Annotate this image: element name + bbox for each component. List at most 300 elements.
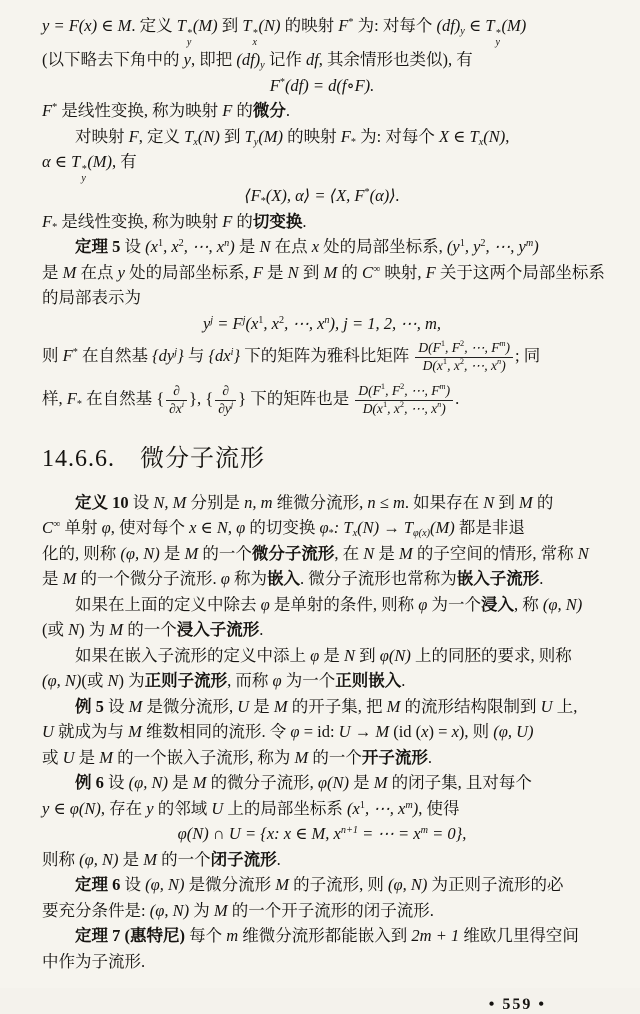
text-segment: , xyxy=(505,126,510,146)
text-segment: n xyxy=(497,356,502,366)
text-segment: 的一个嵌入子流形, 称为 xyxy=(113,747,295,767)
text-segment: D(x xyxy=(422,357,443,373)
text-segment: y xyxy=(253,136,259,148)
text-segment: , ⋯, F xyxy=(404,382,440,398)
text-segment: , F xyxy=(445,340,461,355)
text-segment: α ∈ T xyxy=(42,152,81,171)
text-line-12 xyxy=(42,336,602,379)
text-segment: 是 xyxy=(74,747,100,767)
text-segment: , 在 xyxy=(334,543,364,563)
text-segment: (φ, U) xyxy=(493,722,534,741)
text-segment: 定理 6 xyxy=(75,875,121,894)
text-segment: 在自然基 xyxy=(77,346,153,366)
text-segment: n+1 xyxy=(340,825,359,836)
text-segment: C xyxy=(361,262,373,282)
text-segment: ) xyxy=(505,340,510,355)
text-segment: 例 6 xyxy=(75,773,104,792)
sup-sub-stack xyxy=(253,29,258,47)
text-segment: n xyxy=(224,238,230,249)
text-segment: m xyxy=(226,926,239,945)
text-line-31 xyxy=(42,898,602,924)
fraction-numerator xyxy=(415,340,513,357)
text-segment: x xyxy=(311,237,320,256)
text-segment: 的子空间的情形, 常称 xyxy=(412,543,578,563)
text-segment: 的一个 xyxy=(157,849,211,869)
text-segment: M xyxy=(275,875,289,894)
text-segment: φ xyxy=(236,518,246,537)
text-segment: F xyxy=(42,211,53,231)
text-segment: M xyxy=(273,696,288,716)
text-segment: M xyxy=(143,849,157,869)
text-segment: (N) xyxy=(197,126,220,146)
text-segment: 如果在上面的定义中除去 xyxy=(75,594,261,614)
text-segment: (φ, N) xyxy=(120,543,160,563)
text-segment: M xyxy=(62,262,77,282)
text-segment: 是微分流形 xyxy=(184,875,276,894)
text-segment: 正则嵌入 xyxy=(335,671,402,690)
superscript: * xyxy=(81,164,87,175)
text-segment: (id ( xyxy=(389,722,422,741)
text-segment: * xyxy=(76,398,82,410)
text-segment: N xyxy=(344,645,356,665)
text-segment: C xyxy=(42,518,54,537)
text-line-23 xyxy=(42,694,602,720)
text-segment: , 称 xyxy=(514,594,543,614)
text-segment: 14.6.6. 微分子流形 xyxy=(42,445,265,472)
text-segment: 嵌入子流形 xyxy=(456,569,540,588)
text-line-9 xyxy=(42,260,605,286)
text-line-4 xyxy=(42,124,602,150)
text-segment: 是单射的条件, 则称 xyxy=(269,594,419,614)
text-segment: ) xyxy=(229,237,235,256)
text-line-0 xyxy=(42,13,602,47)
text-segment: * xyxy=(52,221,58,233)
text-segment: 关于这两个局部坐标系 xyxy=(435,262,605,282)
text-segment: 的子流形, 则 xyxy=(289,875,388,894)
text-segment: F xyxy=(222,211,233,231)
text-segment: (N) xyxy=(483,126,506,146)
text-segment: 闭子流形 xyxy=(210,849,277,869)
text-segment: 为一个 xyxy=(281,671,336,690)
text-segment: 称为 xyxy=(229,569,268,588)
text-segment: F xyxy=(42,101,53,120)
text-segment: 样, xyxy=(42,388,67,408)
text-segment: F xyxy=(128,126,139,146)
text-line-8 xyxy=(42,234,602,260)
text-segment: = id: xyxy=(299,722,339,741)
text-segment: 的一个 xyxy=(123,620,177,639)
text-segment: , 即把 xyxy=(190,50,237,69)
text-segment: ) 为 xyxy=(79,620,110,639)
text-line-33 xyxy=(42,949,602,975)
text-segment: 的 xyxy=(337,262,362,282)
sup-sub-stack xyxy=(81,165,86,183)
text-segment: 是 xyxy=(159,543,185,563)
text-segment: 到 xyxy=(494,492,520,512)
text-segment: φ(x) xyxy=(413,528,431,539)
text-segment: N xyxy=(107,671,119,690)
text-segment: , 使得 xyxy=(418,798,460,818)
text-segment: M xyxy=(99,747,114,767)
text-segment: : T xyxy=(333,518,353,537)
text-segment: (φ, N) xyxy=(388,875,428,894)
text-segment: , F xyxy=(385,382,401,398)
text-segment: M xyxy=(323,262,338,282)
text-segment: N xyxy=(287,262,299,282)
fraction xyxy=(213,383,238,418)
text-segment: 例 5 xyxy=(75,696,104,716)
fraction xyxy=(353,383,455,418)
text-segment: 为正则子流形的必 xyxy=(427,875,564,894)
text-segment: F xyxy=(222,101,233,120)
text-segment: φ xyxy=(290,722,300,741)
text-segment: y xyxy=(183,50,191,69)
text-segment: M xyxy=(109,620,124,639)
text-segment: 上, xyxy=(552,696,578,716)
text-segment: j xyxy=(230,399,234,409)
text-segment: 是 xyxy=(118,849,144,869)
text-segment: 2 xyxy=(178,238,184,249)
text-segment: 在点 xyxy=(270,237,312,256)
text-segment: j xyxy=(210,314,214,326)
text-segment: ∞ xyxy=(53,519,61,530)
text-segment: F xyxy=(269,75,280,95)
text-segment: . xyxy=(259,620,264,639)
fraction xyxy=(164,383,189,418)
text-segment: T xyxy=(242,16,252,35)
text-segment: , ⋯, y xyxy=(485,237,526,256)
text-segment: 是 xyxy=(262,262,288,282)
text-segment: D(F xyxy=(418,340,441,355)
text-segment: . xyxy=(539,569,544,588)
text-segment: U xyxy=(540,696,553,716)
text-segment: 的流形结构限制到 xyxy=(400,696,541,716)
text-segment: 2 xyxy=(278,314,285,326)
text-line-20 xyxy=(42,617,602,643)
text-segment: M xyxy=(373,773,388,792)
text-segment: M xyxy=(294,747,309,767)
text-segment: D(x xyxy=(362,400,383,416)
text-segment: F xyxy=(340,126,351,146)
text-segment: (df) = d(f∘F). xyxy=(284,75,375,95)
text-segment: 设 xyxy=(103,773,129,792)
text-segment: , 存在 xyxy=(100,798,147,818)
text-segment: m xyxy=(525,238,534,249)
text-segment: , x xyxy=(263,313,279,333)
text-segment: 维欧几里得空间 xyxy=(459,926,579,945)
text-segment: M xyxy=(62,569,77,588)
text-segment: ⟨F xyxy=(244,186,261,205)
text-segment: 为一个 xyxy=(427,594,482,614)
text-segment: φ xyxy=(310,645,320,665)
text-segment: φ(N) ∩ U = {x: x ∈ M, x xyxy=(177,824,341,843)
text-segment: 的开子集, 把 xyxy=(287,696,387,716)
text-segment: 是 xyxy=(234,237,260,256)
text-line-22 xyxy=(42,668,602,694)
text-line-10 xyxy=(42,285,602,311)
text-segment: 1 xyxy=(440,339,446,348)
text-segment: 为: 对每个 xyxy=(356,126,439,146)
text-segment: i xyxy=(181,399,185,409)
fraction-denominator xyxy=(166,400,187,418)
text-segment: (φ, N) xyxy=(79,849,119,869)
text-segment: , ⋯, F xyxy=(464,340,500,355)
text-segment: * xyxy=(348,17,354,28)
text-segment: 上的同胚的要求, 则称 xyxy=(410,645,572,665)
text-segment: . 微分子流形也常称为 xyxy=(300,569,457,588)
text-segment: M xyxy=(399,543,413,563)
text-segment: (M) xyxy=(258,126,284,146)
text-segment: 的邻域 xyxy=(153,798,212,818)
fraction-numerator xyxy=(215,383,236,400)
text-segment: 在点 xyxy=(76,262,118,282)
text-line-26 xyxy=(42,770,602,796)
text-segment: 处的局部坐标系, xyxy=(319,237,447,256)
text-segment: 是 xyxy=(249,696,274,716)
text-segment: * xyxy=(72,347,78,359)
text-segment: ), 则 xyxy=(458,722,494,741)
text-segment: y = F(x) ∈ M xyxy=(42,16,132,35)
text-segment: (M) xyxy=(87,152,113,171)
text-segment: } xyxy=(177,346,184,366)
text-segment: ) 为 xyxy=(118,671,145,690)
text-segment: (M) xyxy=(501,16,527,35)
text-line-16 xyxy=(42,515,602,541)
text-segment: 是 xyxy=(168,773,193,792)
text-segment: = ⋯ = x xyxy=(358,824,421,843)
text-segment: (df) xyxy=(436,16,461,35)
fraction-denominator xyxy=(215,400,236,418)
text-segment: N xyxy=(259,237,271,256)
text-segment: 1 xyxy=(359,799,365,811)
text-segment: m xyxy=(499,339,506,348)
text-segment: 的映射 xyxy=(280,16,339,35)
sup-sub-stack xyxy=(496,29,501,47)
text-segment: }, { xyxy=(189,388,214,408)
text-segment: 的微分子流形, xyxy=(206,773,318,792)
text-segment: (或 xyxy=(42,620,69,639)
text-segment: } 下的矩阵也是 xyxy=(238,388,354,408)
text-segment: (以下略去下角中的 xyxy=(42,50,184,69)
text-segment: 设 xyxy=(120,237,146,256)
text-segment: 2 xyxy=(400,381,405,391)
text-segment: X ∈ T xyxy=(438,126,479,146)
superscript: * xyxy=(252,28,258,39)
formula-line xyxy=(42,821,602,847)
text-line-21 xyxy=(42,643,602,669)
text-line-18 xyxy=(42,566,602,592)
text-segment: x xyxy=(421,722,429,741)
text-segment: ∈ xyxy=(464,16,486,35)
section-heading xyxy=(42,444,602,474)
text-segment: 如果在嵌入子流形的定义中添上 xyxy=(75,645,311,665)
text-segment: x xyxy=(478,136,484,148)
text-segment: 在自然基 xyxy=(81,388,157,408)
text-segment: 2m + 1 xyxy=(411,926,460,945)
text-segment: (x xyxy=(145,237,158,256)
text-line-32 xyxy=(42,923,602,949)
subscript: y xyxy=(495,37,500,48)
text-segment: 的一个 xyxy=(308,747,362,767)
text-segment: φ xyxy=(418,594,428,614)
text-segment: M xyxy=(213,900,228,920)
text-segment: m xyxy=(405,799,413,811)
text-segment: 浸入 xyxy=(481,594,515,614)
text-segment: 1 xyxy=(258,314,264,326)
text-segment: M xyxy=(128,722,142,741)
text-segment: 到 xyxy=(355,645,380,665)
text-segment: . xyxy=(427,747,433,767)
text-segment: (M) xyxy=(192,16,218,35)
text-segment: 的 xyxy=(232,211,253,231)
text-line-15 xyxy=(42,490,602,516)
text-segment: df xyxy=(305,50,319,69)
text-segment: , ⋯, x xyxy=(183,237,225,256)
text-segment: 维数相同的流形. 令 xyxy=(141,722,291,741)
text-segment: 为 xyxy=(189,900,214,920)
text-segment: φ(N) xyxy=(317,773,349,792)
text-segment: 是 xyxy=(42,569,63,588)
text-segment: x xyxy=(193,136,198,148)
text-segment: 的切变换 xyxy=(245,518,320,537)
text-segment: 定义 10 xyxy=(75,492,129,512)
text-segment: x xyxy=(352,528,358,539)
text-segment: ) xyxy=(412,798,419,818)
text-segment: U xyxy=(42,722,54,741)
text-segment: * xyxy=(364,187,370,198)
text-segment: , y xyxy=(464,237,481,256)
text-segment: (N) xyxy=(258,16,281,35)
text-segment: 正则子流形 xyxy=(144,671,228,690)
text-segment: M xyxy=(386,696,401,716)
text-segment: 的闭子集, 且对每个 xyxy=(387,773,532,792)
text-segment: 设 xyxy=(128,492,154,512)
text-segment: M xyxy=(128,696,143,716)
text-segment: , ⋯, x xyxy=(364,798,406,818)
text-segment: φ xyxy=(272,671,282,690)
fraction xyxy=(413,340,515,375)
text-segment: (X), α⟩ = ⟨X, F xyxy=(265,186,365,205)
text-segment: = 0}, xyxy=(428,824,467,843)
text-segment: 是 xyxy=(349,773,374,792)
text-segment: m xyxy=(420,825,428,836)
text-segment: ∂x xyxy=(169,400,182,416)
text-segment: 是线性变换, 称为映射 xyxy=(57,101,223,120)
text-segment: 是线性变换, 称为映射 xyxy=(57,211,223,231)
text-segment: M xyxy=(192,773,207,792)
text-segment: 浸入子流形 xyxy=(176,620,260,639)
text-segment: (φ, N) xyxy=(145,875,185,894)
text-segment: m xyxy=(439,381,446,391)
text-segment: 2 xyxy=(399,399,405,409)
text-segment: n, m xyxy=(244,492,273,512)
text-segment: y xyxy=(117,262,125,282)
text-segment: (或 xyxy=(81,671,108,690)
text-segment: 处的局部坐标系, xyxy=(124,262,253,282)
text-segment: T xyxy=(176,16,186,35)
text-segment: ) = xyxy=(428,722,452,741)
text-segment: 定理 5 xyxy=(75,237,121,256)
text-segment: , xyxy=(227,518,237,537)
text-segment: i xyxy=(230,347,234,359)
text-segment: = F xyxy=(213,313,243,333)
text-segment: n ≤ m xyxy=(367,492,405,512)
text-segment: (φ, N) xyxy=(542,594,583,614)
text-segment: . 定义 xyxy=(131,16,177,35)
text-segment: * xyxy=(328,528,334,539)
text-line-17 xyxy=(42,541,602,567)
text-segment: 嵌入 xyxy=(267,569,301,588)
text-line-24 xyxy=(42,719,602,745)
text-segment: 1 xyxy=(380,381,386,391)
text-segment: φ xyxy=(319,518,329,537)
text-segment: F xyxy=(425,262,436,282)
text-segment: M xyxy=(184,543,199,563)
text-segment: M xyxy=(519,492,533,512)
superscript: * xyxy=(495,28,501,39)
text-segment: 的 xyxy=(532,492,554,512)
text-segment: . xyxy=(276,849,281,869)
text-segment: 单射 xyxy=(60,518,102,537)
text-segment: F xyxy=(62,346,73,366)
text-segment: 2 xyxy=(460,339,465,348)
text-segment: ) xyxy=(533,237,539,256)
text-segment: 分别是 xyxy=(186,492,245,512)
text-segment: (M) xyxy=(430,518,455,537)
text-segment: 要充分条件是: xyxy=(42,900,150,920)
text-segment: , x xyxy=(387,400,400,416)
text-segment: 1 xyxy=(382,399,388,409)
text-segment: 对映射 xyxy=(75,126,129,146)
text-segment: 的一个开子流形的闭子流形. xyxy=(227,900,434,920)
text-segment: . xyxy=(285,101,291,120)
text-segment: y xyxy=(260,60,265,71)
text-segment: ) xyxy=(501,357,506,373)
text-segment: 设 xyxy=(103,696,129,716)
formula-line xyxy=(42,311,602,337)
text-segment: x ∈ N xyxy=(189,518,228,537)
text-segment: 上的局部坐标系 xyxy=(223,798,348,818)
document-body xyxy=(42,13,605,974)
text-segment: {dx xyxy=(208,346,231,366)
text-segment: 定理 7 (惠特尼) xyxy=(75,926,185,945)
text-segment: . 如果存在 xyxy=(404,492,484,512)
text-segment: , ⋯, x xyxy=(464,357,497,373)
text-segment: 的 xyxy=(232,101,253,120)
text-segment: 是 xyxy=(374,543,400,563)
text-segment: , 有 xyxy=(112,152,137,171)
text-segment: 是微分流形, xyxy=(142,696,238,716)
text-segment: ) xyxy=(441,400,446,416)
text-segment: 维微分流形都能嵌入到 xyxy=(238,926,412,945)
text-segment: 则称 xyxy=(42,849,80,869)
text-segment: * xyxy=(260,196,266,207)
text-segment: 为: 对每个 xyxy=(353,16,437,35)
text-segment: 是 xyxy=(319,645,345,665)
text-segment: 是 xyxy=(42,262,63,282)
text-segment: (x xyxy=(347,798,360,818)
formula-line xyxy=(42,73,602,99)
text-segment: 微分子流形 xyxy=(251,543,335,563)
text-segment: 设 xyxy=(120,875,146,894)
text-segment: 1 xyxy=(442,356,448,366)
text-segment: N xyxy=(483,492,495,512)
fraction-numerator xyxy=(166,383,187,400)
text-segment: } xyxy=(233,346,241,366)
text-segment: j xyxy=(242,314,246,326)
superscript: * xyxy=(186,28,192,39)
text-line-3 xyxy=(42,98,602,124)
